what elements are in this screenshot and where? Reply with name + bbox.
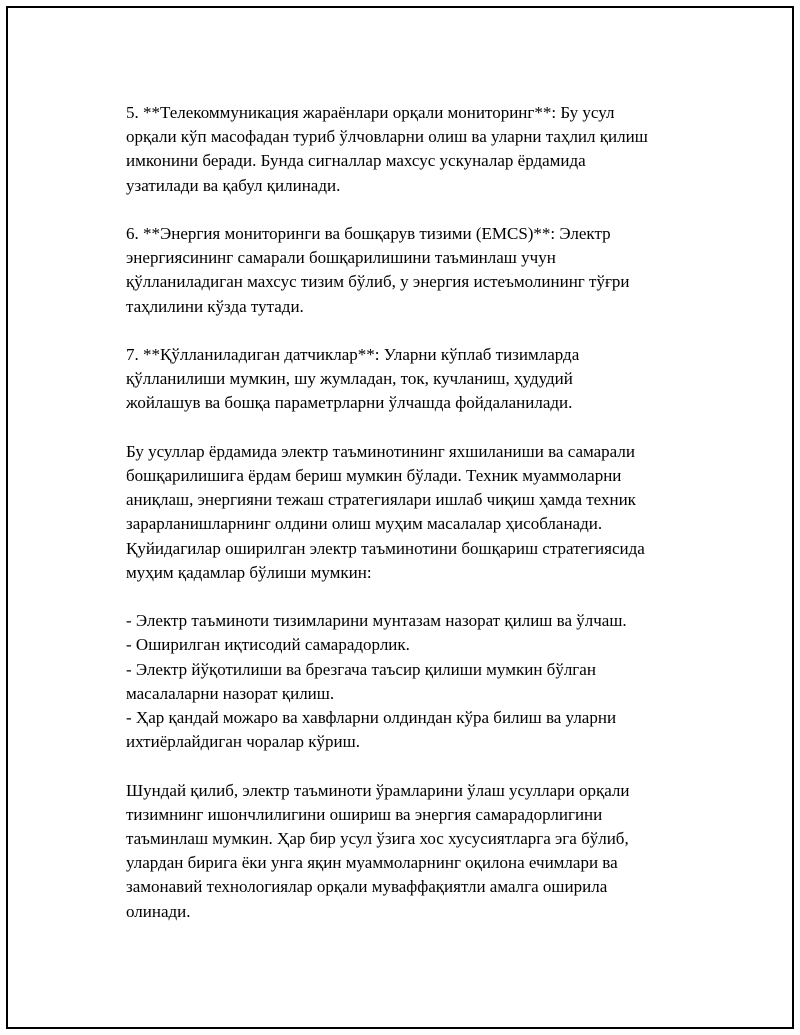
paragraph-strategy-list [126,609,716,754]
text-line: узатилади ва қабул қилинади. [126,175,341,195]
text-line: Қуйидагилар оширилган электр таъминотини бошқариш стратегиясида [126,538,645,558]
text-line: таъминлаш мумкин. Ҳар бир усул ўзига хос хусусиятларга эга бўлиб, [126,829,629,849]
paragraph-conclusion [126,779,716,924]
list-item-continuation: ихтиёрлайдиган чоралар кўриш. [126,732,360,752]
text-line: жойлашув ва бошқа параметрларни ўлчашда фойдаланилади. [126,393,573,413]
list-item-continuation: масалаларни назорат қилиш. [126,683,335,703]
paragraph-methods-summary [126,440,716,585]
text-line: 7. **Қўлланиладиган датчиклар**: Уларни кўплаб тизимларда [126,345,580,364]
text-line: 6. **Энергия мониторинги ва бошқарув тизими (EMCS)**: Электр [126,224,611,243]
text-line: имконини беради. Бунда сигналлар махсус ускуналар ёрдамида [126,151,586,171]
list-item: - Электр таъминоти тизимларини мунтазам назорат қилиш ва ўлчаш. [126,611,627,631]
text-line: аниқлаш, энергияни тежаш стратегиялари ишлаб чиқиш ҳамда техник [126,490,636,510]
text-line: тизимнинг ишончлилигини ошириш ва энергия самарадорлигини [126,804,603,824]
text-line: таҳлилини кўзда тутади. [126,296,304,316]
list-item: - Ҳар қандай можаро ва хавфларни олдиндан кўра билиш ва уларни [126,708,617,728]
text-line: қўлланилиши мумкин, шу жумладан, ток, кучланиш, ҳудудий [126,369,573,389]
text-line: қўлланиладиган махсус тизим бўлиб, у энергия истеъмолининг тўғри [126,272,630,292]
list-item: - Оширилган иқтисодий самарадорлик. [126,635,410,655]
text-line: орқали кўп масофадан туриб ўлчовларни олиш ва уларни таҳлил қилиш [126,127,648,147]
paragraph-sensors [126,343,716,416]
paragraph-telecom-monitoring [126,101,716,198]
text-line: олинади. [126,901,191,921]
page-frame [6,6,794,1029]
text-line: Шундай қилиб, электр таъминоти ўрамларини ўлаш усуллари орқали [126,780,630,800]
text-line: бошқарилишига ёрдам бериш мумкин бўлади. Техник муаммоларни [126,466,622,485]
text-line: замонавий технологиялар орқали муваффақиятли амалга оширила [126,877,608,897]
text-line: зарарланишларнинг олдини олиш муҳим масалалар ҳисобланади. [126,514,603,534]
text-line: Бу усуллар ёрдамида электр таъминотининг яхшиланиши ва самарали [126,441,635,461]
text-line: муҳим қадамлар бўлиши мумкин: [126,562,372,582]
text-line: энергиясининг самарали бошқарилишини таъминлаш учун [126,248,556,268]
paragraph-emcs [126,222,716,319]
text-line: 5. **Телекоммуникация жараёнлари орқали мониторинг**: Бу усул [126,103,615,122]
text-line: улардан бирига ёки унга яқин муаммоларнинг оқилона ечимлари ва [126,853,618,873]
list-item: - Электр йўқотилиши ва брезгача таъсир қилиши мумкин бўлган [126,659,596,679]
document-body [126,101,716,948]
